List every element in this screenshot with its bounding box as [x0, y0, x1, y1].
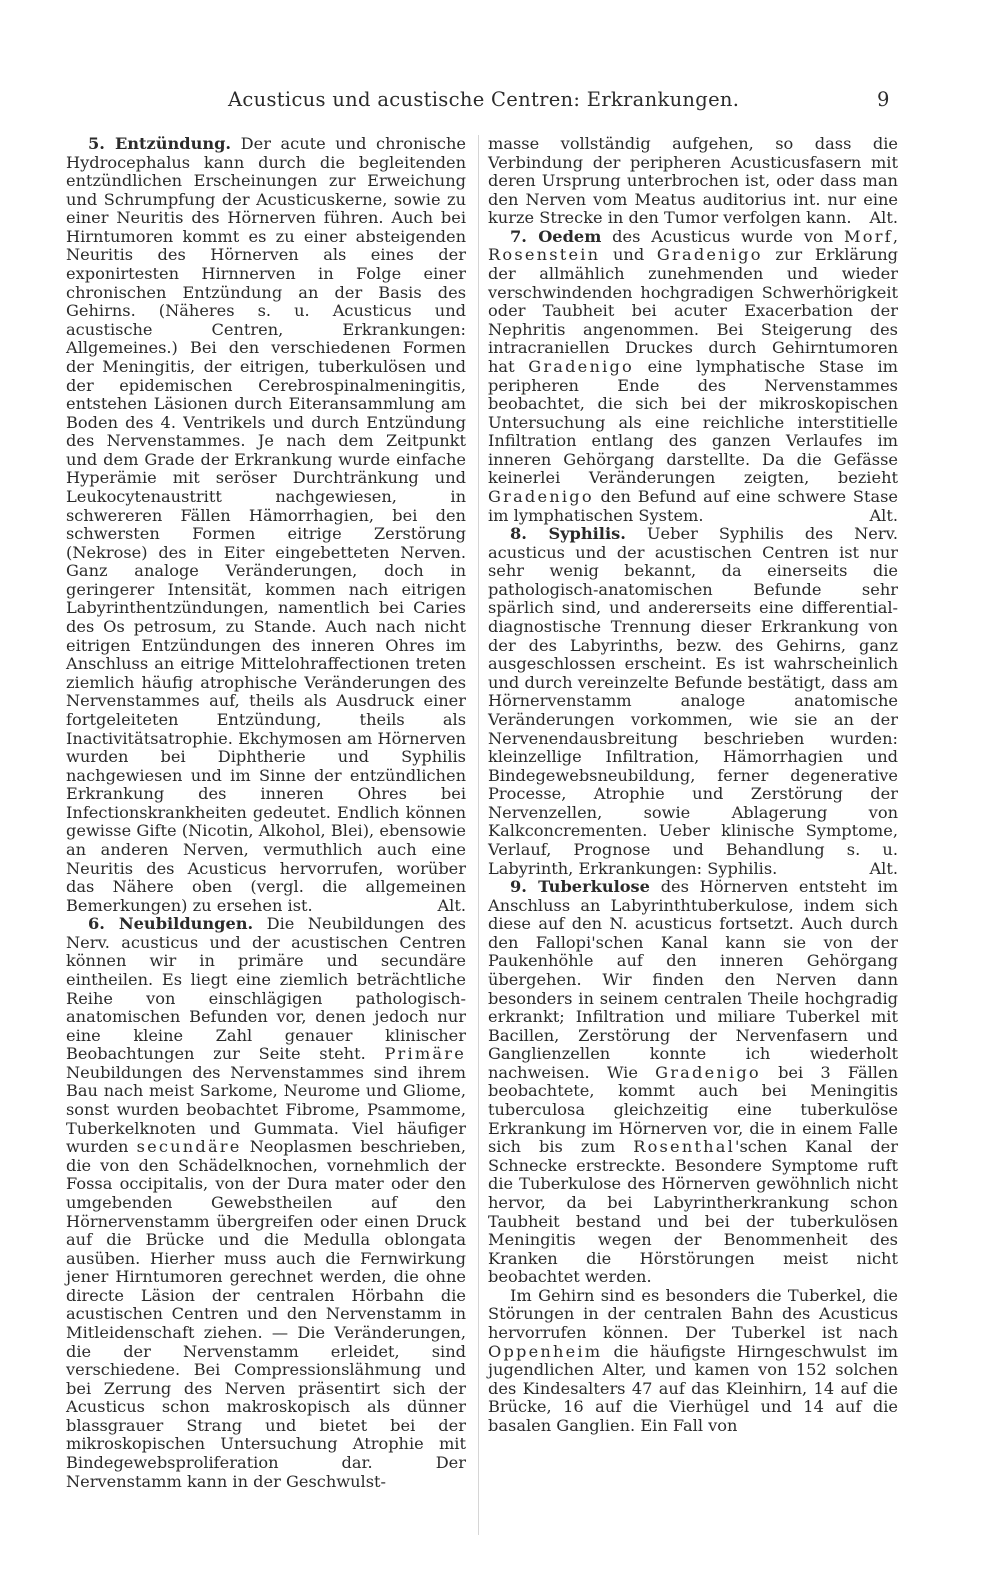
section-6-text-a: Die Neubildungen des Nerv. acusticus und der acustischen Centren können wir in primäre und secundäre eintheilen. Es liegt eine ziemlich beträchtliche Reihe von einschlägigen pathologisch-anatomischen Befunden vor, denen jedoch nur eine kleine Zahl genauer klinischer Beobachtungen zur Seite steht. — [66, 914, 466, 1064]
section-7-heading: 7. Oedem — [510, 226, 602, 246]
section-5-signature: Alt. — [437, 895, 466, 915]
author-gradenigo: Gradenigo — [488, 486, 594, 506]
section-6-heading: 6. Neubildungen. — [88, 914, 254, 934]
section-8-signature: Alt. — [869, 858, 898, 878]
author-rosenthal: Rosenthal — [633, 1137, 736, 1157]
section-9-text-a: des Hörnerven entsteht im Anschluss an Labyrinthtuberkulose, indem sich diese auf den N. acusticus fortsetzt. Auch durch den Fallopi'schen Kanal kann sie von der Paukenhöhle auf den inneren Gehörgang übergehen. Wir finden den Nerven dann besonders in seinem centralen Theile hochgradig erkrankt; Infiltration und miliare Tuberkel mit Bacillen, Zerstörung der Nervenfasern und Ganglienzellen konnte ich wiederholt nachweisen. Wie — [488, 877, 899, 1082]
section-6-emph-primaere: Primäre — [384, 1044, 466, 1064]
section-7-text-c: eine lymphatische Stase im peripheren Ende des Nervenstammes beobachtet, die sich bei der mikroskopischen Untersuchung als eine reichliche interstitielle Infiltration entlang des ganzen Verlaufes im inneren Gehörgang darstellte. Da die Gefässe keinerlei Veränderungen zeigten, bezieht — [488, 356, 898, 488]
section-7-text-d: den Befund auf eine schwere Stase im lymphatischen System. — [488, 486, 898, 525]
section-6-emph-secundaere: secundäre — [136, 1137, 242, 1157]
continuation-signature: Alt. — [869, 208, 898, 228]
section-9-tuberkulose — [488, 878, 898, 1287]
section-9-heading: 9. Tuberkulose — [510, 877, 650, 897]
section-5-heading: 5. Entzündung. — [88, 134, 232, 153]
running-title: Acusticus und acustische Centren: Erkrankungen. — [228, 88, 740, 111]
section-8-syphilis — [488, 525, 898, 878]
section-6-neubildungen — [66, 915, 466, 1491]
section-7-text-b: zur Erklärung der allmählich zunehmenden und wieder verschwindenden hochgradigen Schwerhörigkeit oder Taubheit bei acuter Exacerbation der Nephritis angenommen. Bei Steigerung des intracraniellen Druckes durch Gehirntumoren hat — [488, 245, 898, 376]
author-gradenigo: Gradenigo — [528, 356, 634, 376]
page-header — [0, 88, 1000, 118]
section-9-text-c: 'schen Kanal der Schnecke erstreckte. Besondere Symptome ruft die Tuberkulose des Hörnerven gewöhnlich nicht hervor, da bei Labyrintherkrankung schon Taubheit bestand und bei der tuberkulösen Meningitis wegen der Benommenheit des Kranken die Hörstörungen meist nicht beobachtet werden. — [488, 1137, 898, 1287]
right-column — [488, 135, 898, 1535]
section-7-und: und — [600, 245, 657, 265]
author-gradenigo: Gradenigo — [656, 245, 763, 265]
continuation-text: masse vollständig aufgehen, so dass die Verbindung der peripheren Acusticusfasern mit deren Ursprung unterbrochen ist, oder dass man den Nerven vom Meatus auditorius int. nur eine kurze Strecke in den Tumor verfolgen kann. — [488, 134, 898, 228]
section-7-signature: Alt. — [869, 505, 898, 525]
section-7-comma: , — [892, 226, 898, 246]
section-8-text: Ueber Syphilis des Nerv. acusticus und der acustischen Centren ist nur sehr wenig bekannt, da einerseits die pathologisch-anatomischen Befunde sehr spärlich sind, und andererseits eine differential-diagnostische Trennung dieser Erkrankung von der des Labyrinths, bezw. des Gehirns, ganz ausgeschlossen erscheint. Es ist wahrscheinlich und durch vereinzelte Befunde bestätigt, dass am Hörnervenstamm analoge anatomische Veränderungen vorkommen, wie sie an der Nervenendausbreitung beschrieben wurden: kleinzellige Infiltration, Hämorrhagien und Bindegewebsneubildung, ferner degenerative Processe, Atrophie und Zerstörung der Nervenzellen, sowie Ablagerung von Kalkconcrementen. Ueber klinische Symptome, Verlauf, Prognose und Behandlung s. u. Labyrinth, Erkrankungen: Syphilis. — [488, 524, 898, 878]
tuberkel-paragraph — [488, 1287, 898, 1436]
section-7-text-a: des Acusticus wurde von — [601, 226, 844, 246]
author-rosenstein: Rosenstein — [488, 245, 601, 265]
section-8-heading: 8. Syphilis. — [510, 524, 626, 544]
page-number: 9 — [877, 88, 890, 111]
section-6-text-b: Neubildungen des Nervenstammes sind ihrem Bau nach meist Sarkome, Neurome und Gliome, sonst wurden beobachtet Fibrome, Psammome, Tuberkelknoten und Gummata. Viel häufiger wurden — [66, 1062, 466, 1157]
section-9-text-b: bei 3 Fällen beobachtete, kommt auch bei Meningitis tuberculosa gleichzeitig eine tuberkulöse Erkrankung im Hörnerven vor, die in einem Falle sich bis zum — [488, 1062, 898, 1157]
section-6-text-c: Neoplasmen beschrieben, die von den Schädelknochen, vornehmlich der Fossa occipitalis, von der Dura mater oder den umgebenden Gewebstheilen auf den Hörnervenstamm übergreifen oder einen Druck auf die Brücke und die Medulla oblongata ausüben. Hierher muss auch die Fernwirkung jener Hirntumoren gerechnet werden, die ohne directe Läsion der centralen Hörbahn die acustischen Centren und den Nervenstamm in Mitleidenschaft ziehen. — Die Veränderungen, die der Nervenstamm erleidet, sind verschiedene. Bei Compressionslähmung und bei Zerrung des Nerven präsentirt sich der Acusticus schon makroskopisch als dünner blassgrauer Strang und bietet bei der mikroskopischen Untersuchung Atrophie mit Bindegewebsproliferation dar. Der Nervenstamm kann in der Geschwulst- — [66, 1137, 466, 1491]
section-6-continuation — [488, 135, 898, 228]
column-divider — [478, 135, 479, 1535]
author-morf: Morf — [843, 226, 893, 246]
author-oppenheim: Oppenheim — [488, 1341, 603, 1361]
section-5-text: Der acute und chronische Hydrocephalus kann durch die begleitenden entzündlichen Erscheinungen zur Erweichung und Schrumpfung der Acusticuskerne, sowie zu einer Neuritis des Hörnerven führen. Auch bei Hirntumoren kommt es zu einer absteigenden Neuritis des Hörnerven als eines der exponirtesten Hirnnerven in Folge einer chronischen Entzündung an der Basis des Gehirns. (Näheres s. u. Acusticus und acustische Centren, Erkrankungen: Allgemeines.) Bei den verschiedenen Formen der Meningitis, der eitrigen, tuberkulösen und der epidemischen Cerebrospinalmeningitis, entstehen Läsionen durch Eiteransammlung am Boden des 4. Ventrikels und durch Entzündung des Nervenstammes. Je nach dem Zeitpunkt und dem Grade der Erkrankung wurde einfache Hyperämie mit seröser Durchtränkung und Leukocytenaustritt nachgewiesen, in schwereren Fällen Hämorrhagien, bei den schwersten Formen eitrige Zerstörung (Nekrose) des in Eiter eingebetteten Nerven. Ganz analoge Veränderungen, doch in geringerer Intensität, kommen nach eitrigen Labyrinthentzündungen, namentlich bei Caries des Os petrosum, zu Stande. Auch nach nicht eitrigen Entzündungen des inneren Ohres im Anschluss an eitrige Mittelohraffectionen treten ziemlich häufig atrophische Veränderungen des Nervenstammes auf, theils als Ausdruck einer fortgeleiteten Entzündung, theils als Inactivitätsatrophie. Ekchymosen am Hörnerven wurden bei Diphtherie und Syphilis nachgewiesen und im Sinne der entzündlichen Erkrankung des inneren Ohres bei Infectionskrankheiten gedeutet. Endlich können gewisse Gifte (Nicotin, Alkohol, Blei), ebensowie an anderen Nerven, vermuthlich auch eine Neuritis des Acusticus hervorrufen, worüber das Nähere oben (vergl. die allgemeinen Bemerkungen) zu ersehen ist. — [66, 134, 466, 915]
section-7-oedem — [488, 228, 898, 525]
left-column — [66, 135, 466, 1535]
author-gradenigo: Gradenigo — [655, 1062, 761, 1082]
section-5-entzuendung — [66, 135, 466, 915]
tuberkel-text-b: die häufigste Hirngeschwulst im jugendlichen Alter, und kamen von 152 solchen des Kindesalters 47 auf das Kleinhirn, 14 auf die Brücke, 16 auf die Vierhügel und 14 auf die basalen Ganglien. Ein Fall von — [488, 1341, 898, 1435]
tuberkel-text-a: Im Gehirn sind es besonders die Tuberkel, die Störungen in der centralen Bahn des Acusticus hervorrufen können. Der Tuberkel ist nach — [488, 1285, 898, 1342]
